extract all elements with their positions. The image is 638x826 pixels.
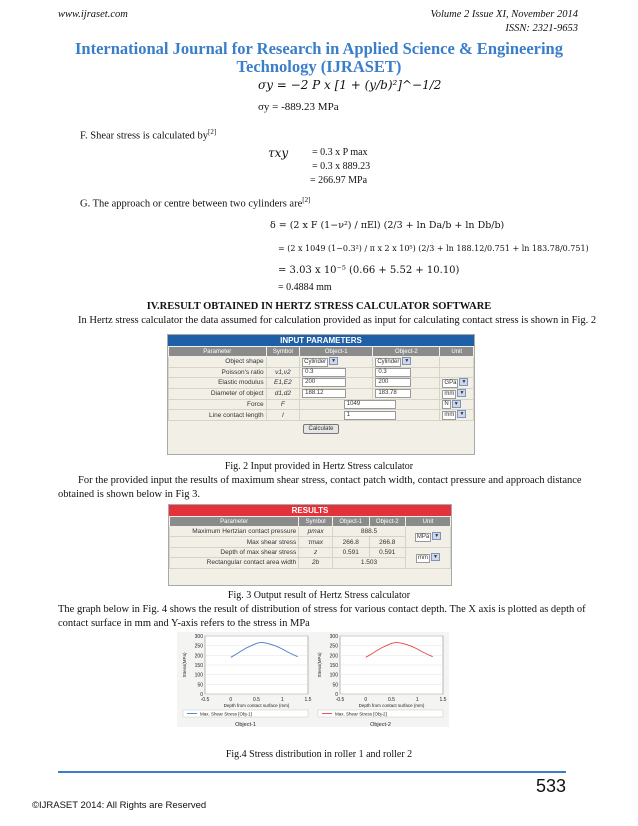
- calculate-button[interactable]: Calculate: [303, 424, 338, 434]
- section-g-text: G. The approach or centre between two cylinders are[2]: [80, 196, 311, 210]
- chevron-down-icon: ▼: [452, 400, 461, 408]
- results-table: [169, 516, 451, 569]
- legend-label: Max. Shear Stress [Obj-2]: [335, 711, 387, 717]
- poisson-2-input[interactable]: 0.3: [375, 368, 411, 377]
- y-tick-label: 200: [329, 653, 338, 660]
- x-tick-label: 0: [364, 697, 368, 703]
- y-axis-label: Stress(MPa): [182, 652, 187, 678]
- y-axis-label: Stress(MPa): [317, 652, 322, 678]
- poisson-1-input[interactable]: 0.3: [302, 368, 346, 377]
- y-tick-label: 250: [194, 643, 203, 650]
- site-url[interactable]: www.ijraset.com: [58, 9, 128, 20]
- pressure-unit-select[interactable]: MPa ▼: [406, 527, 451, 548]
- chevron-down-icon: ▼: [431, 553, 440, 561]
- delta-line-2: = (2 x 1049 (1−0.3²) / π x 2 x 10⁵) (2/3 + ln 188.12/0.751 + ln 183.78/0.751): [278, 244, 589, 253]
- y-tick-label: 250: [329, 643, 338, 650]
- issn: ISSN: 2321-9653: [505, 23, 578, 34]
- col-object-2: Object-2: [369, 517, 406, 527]
- fig3-caption: Fig. 3 Output result of Hertz Stress calculator: [227, 590, 411, 601]
- x-tick-label: -0.5: [335, 697, 345, 703]
- chevron-down-icon: ▼: [457, 410, 466, 418]
- x-tick-label: 1: [280, 697, 284, 703]
- stress-chart-object-2: [312, 632, 449, 727]
- equation-sigma-y: σy = −2 P x [1 + (y/b)²]^−1/2: [258, 78, 442, 92]
- delta-line-4: = 0.4884 mm: [278, 282, 332, 293]
- x-tick-label: 1.5: [304, 697, 312, 703]
- table-row: Poisson's ratio ν1,ν2 0.3 0.3: [169, 367, 474, 377]
- col-unit: Unit: [440, 347, 474, 357]
- length-unit-select[interactable]: mm ▼: [440, 410, 474, 421]
- col-object-2: Object-2: [373, 347, 440, 357]
- x-tick-label: 0: [229, 697, 233, 703]
- x-tick-label: -0.5: [200, 697, 210, 703]
- fig4-caption: Fig.4 Stress distribution in roller 1 and roller 2: [225, 749, 413, 760]
- diameter-unit-select[interactable]: mm ▼: [440, 388, 474, 399]
- col-symbol: Symbol: [299, 517, 333, 527]
- y-tick-label: 300: [194, 634, 203, 640]
- input-panel-title: INPUT PARAMETERS: [168, 335, 474, 346]
- y-tick-label: 100: [194, 672, 203, 679]
- x-tick-label: 0.5: [388, 697, 395, 703]
- chevron-down-icon: ▼: [329, 357, 338, 365]
- tau-line-1: = 0.3 x P max: [312, 147, 368, 158]
- para3-line2: contact surface in mm and Y-axis refers to the stress in MPa: [58, 618, 310, 629]
- para2-line2: obtained is shown below in Fig 3.: [58, 489, 201, 500]
- table-row: Elastic modulus E1,E2 200 200 GPa ▼: [169, 378, 474, 389]
- y-tick-label: 200: [194, 653, 203, 660]
- force-unit-select[interactable]: N ▼: [440, 399, 474, 410]
- table-row: Rectangular contact area width 2b 1.503: [170, 558, 451, 568]
- table-row: Maximum Hertzian contact pressure pmax 888.5 MPa ▼: [170, 527, 451, 537]
- col-object-1: Object-1: [300, 347, 373, 357]
- table-row: Max shear stress τmax 266.8 266.8: [170, 537, 451, 547]
- chevron-down-icon: ▼: [459, 378, 468, 386]
- chart-title: Object-1: [235, 722, 256, 727]
- col-object-1: Object-1: [332, 517, 369, 527]
- y-tick-label: 0: [335, 692, 338, 698]
- length-unit-select[interactable]: mm ▼: [406, 547, 451, 568]
- length-input[interactable]: 1: [344, 411, 396, 420]
- x-axis-label: Depth from contact surface (mm): [223, 703, 290, 708]
- x-tick-label: 1.5: [439, 697, 447, 703]
- x-tick-label: 1: [415, 697, 419, 703]
- object2-shape-select[interactable]: Cylinder ▼: [373, 357, 440, 368]
- modulus-unit-select[interactable]: GPa ▼: [440, 378, 474, 389]
- results-panel: [168, 504, 452, 586]
- table-row: Force F 1049 N ▼: [169, 399, 474, 410]
- page-number: 533: [535, 776, 566, 796]
- fig2-caption: Fig. 2 Input provided in Hertz Stress calculator: [224, 461, 414, 472]
- object1-shape-select[interactable]: Cylinder ▼: [300, 357, 373, 368]
- tau-line-2: = 0.3 x 889.23: [312, 161, 371, 172]
- stress-chart-object-1: [177, 632, 314, 727]
- modulus-2-input[interactable]: 200: [375, 378, 411, 387]
- delta-line-1: δ = (2 x F (1−ν²) / πEl) (2/3 + ln Da/b + ln Db/b): [270, 220, 505, 231]
- equation-sigma-y-result: σy = -889.23 MPa: [258, 101, 339, 113]
- y-tick-label: 100: [329, 672, 338, 679]
- volume-info: Volume 2 Issue XI, November 2014: [430, 9, 578, 20]
- col-unit: Unit: [406, 517, 451, 527]
- section-iv-para: In Hertz stress calculator the data assumed for calculation provided as input for calculating contact stress is shown in Fig. 2: [78, 315, 597, 326]
- y-tick-label: 50: [197, 682, 203, 689]
- results-panel-title: RESULTS: [169, 505, 451, 516]
- chevron-down-icon: ▼: [432, 532, 441, 540]
- y-tick-label: 150: [194, 663, 203, 669]
- modulus-1-input[interactable]: 200: [302, 378, 346, 387]
- y-tick-label: 150: [329, 663, 338, 669]
- chart-title: Object-2: [370, 722, 391, 727]
- diameter-2-input[interactable]: 183.78: [375, 389, 411, 398]
- copyright: ©IJRASET 2014: All Rights are Reserved: [32, 800, 207, 811]
- table-row: Depth of max shear stress z 0.591 0.591 mm ▼: [170, 547, 451, 557]
- y-tick-label: 300: [329, 634, 338, 640]
- x-tick-label: 0.5: [253, 697, 260, 703]
- section-f-text: F. Shear stress is calculated by[2]: [80, 128, 217, 142]
- journal-title-line1: International Journal for Research in Applied Science & Engineering: [75, 39, 563, 58]
- legend-label: Max. Shear Stress [Obj-1]: [200, 711, 252, 717]
- input-table: [168, 346, 474, 421]
- para2-line1: For the provided input the results of maximum shear stress, contact patch width, contact pressure and approach distance: [78, 475, 582, 486]
- y-tick-label: 50: [332, 682, 338, 689]
- chevron-down-icon: ▼: [457, 389, 466, 397]
- y-tick-label: 0: [200, 692, 203, 698]
- col-symbol: Symbol: [266, 347, 300, 357]
- section-iv-heading: IV.RESULT OBTAINED IN HERTZ STRESS CALCULATOR SOFTWARE: [146, 301, 492, 312]
- table-row: Line contact length l 1 mm ▼: [169, 410, 474, 421]
- diameter-1-input[interactable]: 188.12: [302, 389, 346, 398]
- journal-title-line2: Technology (IJRASET): [236, 57, 402, 76]
- table-row: Object shape Cylinder ▼ Cylinder ▼: [169, 357, 474, 368]
- chevron-down-icon: ▼: [402, 357, 411, 365]
- footer-rule: [58, 771, 566, 773]
- input-parameters-panel: [167, 334, 475, 455]
- delta-line-3: = 3.03 x 10⁻⁵ (0.66 + 5.52 + 10.10): [278, 265, 460, 276]
- x-axis-label: Depth from contact surface (mm): [358, 703, 425, 708]
- tau-xy-symbol: τxy: [268, 146, 289, 160]
- table-row: Diameter of object d1,d2 188.12 183.78 mm ▼: [169, 388, 474, 399]
- force-input[interactable]: 1049: [344, 400, 396, 409]
- para3-line1: The graph below in Fig. 4 shows the result of distribution of stress for various contact depth. The X axis is plotted as depth of: [58, 604, 586, 615]
- col-parameter: Parameter: [170, 517, 299, 527]
- tau-line-3: = 266.97 MPa: [310, 175, 368, 186]
- col-parameter: Parameter: [169, 347, 267, 357]
